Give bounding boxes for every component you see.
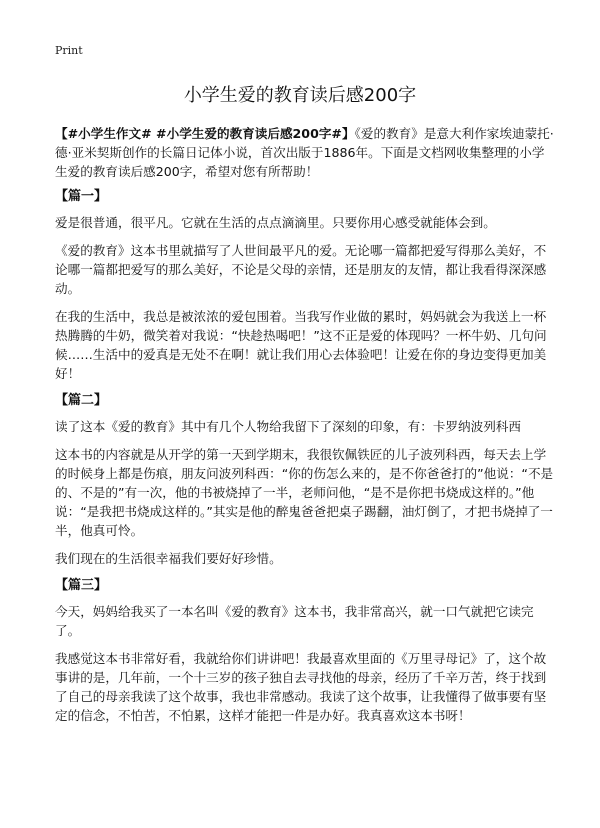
section-2-paragraph: 读了这本《爱的教育》其中有几个人物给我留下了深刻的印象，有：卡罗纳波列科西	[55, 419, 521, 434]
print-link[interactable]: Print	[55, 44, 83, 57]
section-heading-2: 【篇二】	[55, 393, 108, 408]
section-1-paragraph: 爱是很普通，很平凡。它就在生活的点点滴滴里。只要你用心感受就能体会到。	[55, 215, 496, 230]
page-title: 小学生爱的教育读后感200字	[183, 85, 417, 106]
section-2-paragraph: 我们现在的生活很幸福我们要好好珍惜。	[55, 551, 282, 566]
intro-text: 《爱的教育》是意大利作家埃迪蒙托·德·亚米契斯创作的长篇日记体小说，首次出版于1886年。下面是文档网收集整理的小学生爱的教育读后感200字，希望对您有所帮助！	[55, 126, 554, 179]
section-3-paragraph: 我感觉这本书非常好看，我就给你们讲讲吧！我最喜欢里面的《万里寻母记》了，这个故事讲的是，几年前，一个十三岁的孩子独自去寻找他的母亲，经历了千辛万苦，终于找到了自己的母亲我读了这个故事，我也非常感动。我读了这个故事，让我懂得了做事要有坚定的信念，不怕苦，不怕累，这样才能把一件是办好。我真喜欢这本书呀！	[55, 651, 547, 723]
section-1-paragraph: 在我的生活中，我总是被浓浓的爱包围着。当我写作业做的累时，妈妈就会为我送上一杯热腾腾的牛奶，微笑着对我说：“快趁热喝吧！”这不正是爱的体现吗？一杯牛奶、几句问候……生活中的爱真是无处不在啊！就让我们用心去体验吧！让爱在你的身边变得更加美好！	[55, 309, 547, 381]
section-1-paragraph: 《爱的教育》这本书里就描写了人世间最平凡的爱。无论哪一篇都把爱写得那么美好，不论哪一篇都把爱写的那么美好，不论是父母的亲情，还是朋友的友情，都让我看得深深感动。	[55, 243, 547, 296]
section-heading-1: 【篇一】	[55, 189, 108, 204]
intro-paragraph	[55, 124, 555, 181]
intro-tag: 【#小学生作文# #小学生爱的教育读后感200字#】	[55, 126, 355, 141]
section-heading-3: 【篇三】	[55, 578, 108, 593]
section-2-paragraph: 这本书的内容就是从开学的第一天到学期末，我很钦佩铁匠的儿子波列科西，每天去上学的时候身上都是伤痕，朋友问波列科西：“你的伤怎么来的，是不你爸爸打的”他说：“不是的、不是的”有一次，他的书被烧掉了一半，老师问他，“是不是你把书烧成这样的。”他说：“是我把书烧成这样的。”其实是他的醉鬼爸爸把桌子踢翻，油灯倒了，才把书烧掉了一半，他真可怜。	[55, 447, 554, 538]
section-3-paragraph: 今天，妈妈给我买了一本名叫《爱的教育》这本书，我非常高兴，就一口气就把它读完了。	[55, 604, 534, 638]
article-body	[55, 124, 555, 734]
